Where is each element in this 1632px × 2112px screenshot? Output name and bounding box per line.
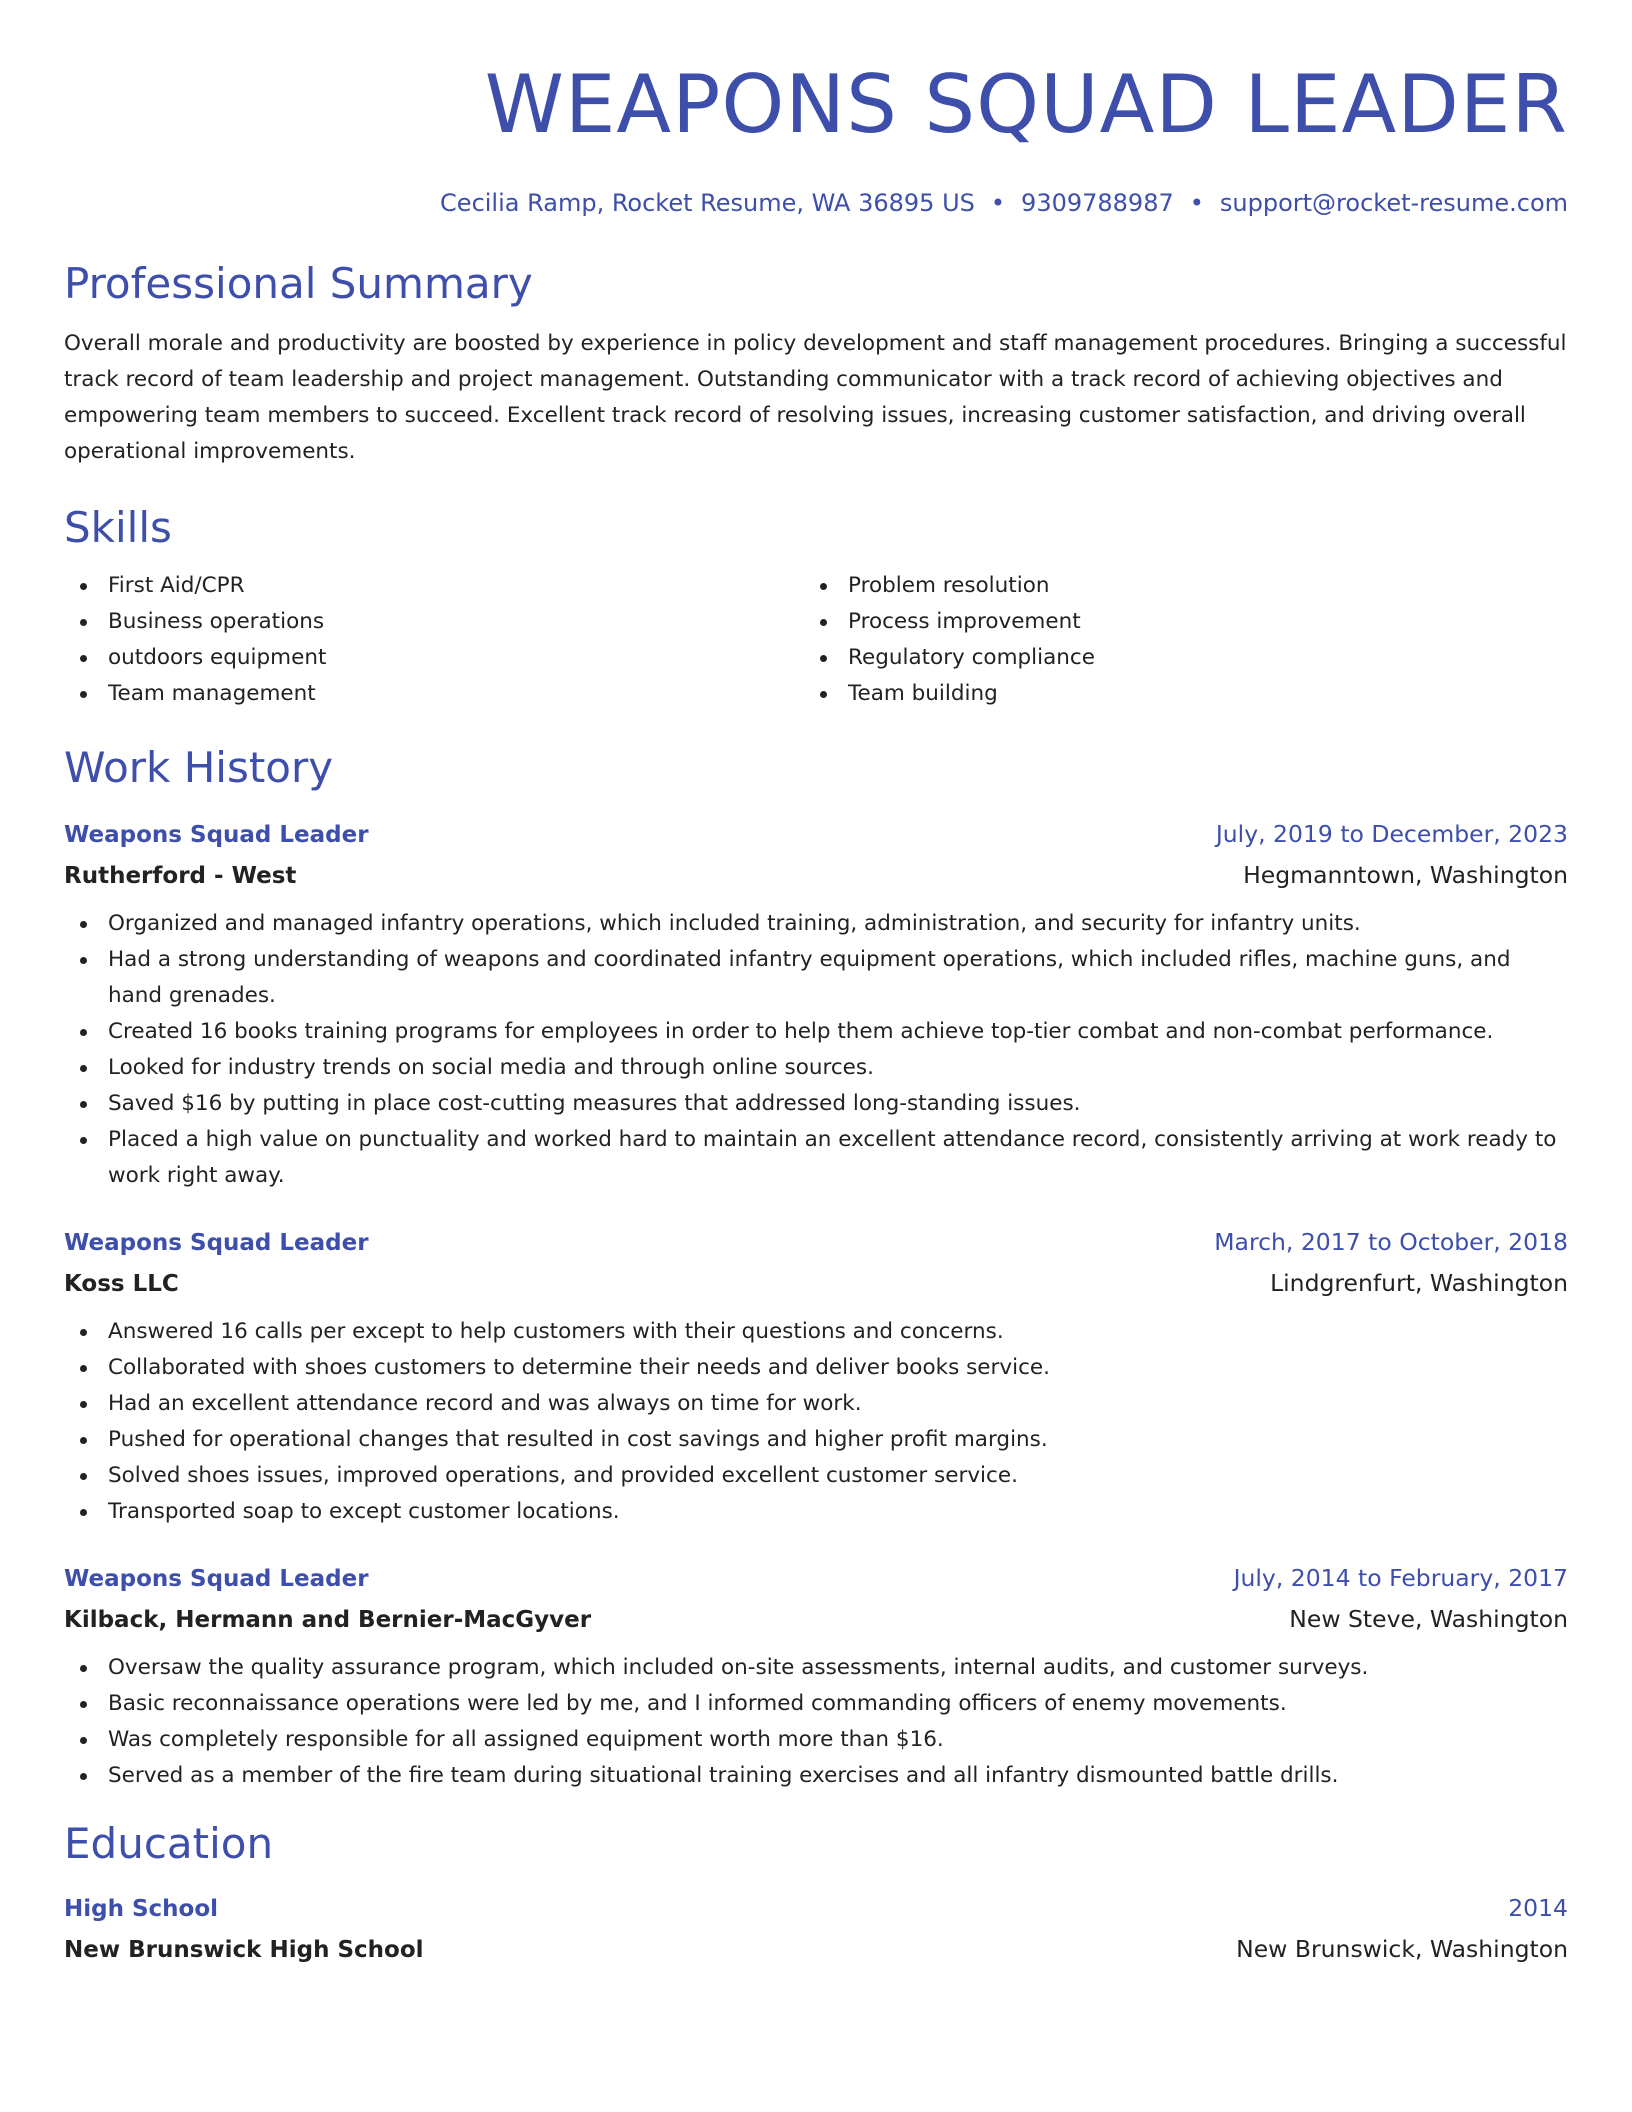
contact-separator: • [990, 189, 1006, 217]
job-bullet: Organized and managed infantry operations, which included training, administration, and security for infantry units. [108, 906, 1568, 942]
summary-text: Overall morale and productivity are boosted by experience in policy development and staff management procedures. Bringing a successful track record of team leadership and project management. Outstanding communicator with a track record of achieving objectives and empowering team members to succeed. Excellent track record of resolving issues, increasing customer satisfaction, and driving overall operational improvements. [64, 331, 1567, 464]
job-bullets [64, 1650, 1568, 1794]
skill-item: Problem resolution [848, 568, 1544, 604]
skill-item: Team management [108, 676, 804, 712]
job-location: Lindgrenfurt, Washington [1270, 1269, 1568, 1297]
contact-separator: • [1189, 189, 1204, 217]
job-entry [64, 814, 1568, 1194]
skill-item: Business operations [108, 604, 804, 640]
skill-item: Team building [848, 676, 1544, 712]
job-bullet: Basic reconnaissance operations were led by me, and I informed commanding officers of enemy movements. [108, 1686, 1568, 1722]
job-location: New Steve, Washington [1289, 1605, 1568, 1633]
contact-phone: 9309788987 [1021, 189, 1174, 217]
education-entry [64, 1888, 1568, 1970]
job-entry [64, 1222, 1568, 1530]
company-name: Koss LLC [64, 1271, 179, 1297]
job-bullet: Was completely responsible for all assigned equipment worth more than $16. [108, 1722, 1568, 1758]
company-name: Rutherford - West [64, 863, 297, 889]
job-dates: March, 2017 to October, 2018 [1214, 1228, 1568, 1256]
skills-heading: Skills [64, 503, 172, 552]
job-bullet: Collaborated with shoes customers to determine their needs and deliver books service. [108, 1350, 1568, 1386]
job-bullet: Transported soap to except customer locations. [108, 1494, 1568, 1530]
job-bullet: Served as a member of the fire team during situational training exercises and all infantry dismounted battle drills. [108, 1758, 1568, 1794]
job-title: Weapons Squad Leader [64, 1230, 369, 1256]
contact-line [64, 186, 1568, 220]
job-bullet: Oversaw the quality assurance program, which included on-site assessments, internal audits, and customer surveys. [108, 1650, 1568, 1686]
skills-list [64, 568, 1568, 712]
skills-column-left [64, 568, 804, 712]
job-bullets [64, 906, 1568, 1194]
job-bullet: Placed a high value on punctuality and worked hard to maintain an excellent attendance record, consistently arriving at work ready to work right away. [108, 1122, 1568, 1194]
graduation-year: 2014 [1508, 1894, 1568, 1922]
job-bullet: Pushed for operational changes that resulted in cost savings and higher profit margins. [108, 1422, 1568, 1458]
degree: High School [64, 1896, 219, 1922]
job-bullet: Created 16 books training programs for employees in order to help them achieve top-tier combat and non-combat performance. [108, 1014, 1568, 1050]
contact-email: support@rocket-resume.com [1219, 189, 1568, 217]
work-history-heading: Work History [64, 743, 334, 792]
skill-item: First Aid/CPR [108, 568, 804, 604]
job-bullet: Saved $16 by putting in place cost-cutting measures that addressed long-standing issues. [108, 1086, 1568, 1122]
skill-item: Regulatory compliance [848, 640, 1544, 676]
job-bullet: Solved shoes issues, improved operations, and provided excellent customer service. [108, 1458, 1568, 1494]
job-title: Weapons Squad Leader [64, 822, 369, 848]
job-bullets [64, 1314, 1568, 1530]
job-dates: July, 2014 to February, 2017 [1233, 1564, 1568, 1592]
skill-item: Process improvement [848, 604, 1544, 640]
job-title: Weapons Squad Leader [64, 1566, 369, 1592]
skill-item: outdoors equipment [108, 640, 804, 676]
summary-heading: Professional Summary [64, 259, 533, 308]
job-entry [64, 1558, 1568, 1794]
job-dates: July, 2019 to December, 2023 [1215, 820, 1568, 848]
job-bullet: Answered 16 calls per except to help customers with their questions and concerns. [108, 1314, 1568, 1350]
contact-address: Cecilia Ramp, Rocket Resume, WA 36895 US [440, 189, 975, 217]
job-bullet: Looked for industry trends on social media and through online sources. [108, 1050, 1568, 1086]
job-location: Hegmanntown, Washington [1243, 861, 1568, 889]
school-name: New Brunswick High School [64, 1937, 424, 1963]
company-name: Kilback, Hermann and Bernier-MacGyver [64, 1607, 592, 1633]
job-bullet: Had a strong understanding of weapons and coordinated infantry equipment operations, which included rifles, machine guns, and hand grenades. [108, 942, 1568, 1014]
job-bullet: Had an excellent attendance record and was always on time for work. [108, 1386, 1568, 1422]
resume-title: WEAPONS SQUAD LEADER [484, 58, 1568, 151]
school-location: New Brunswick, Washington [1236, 1935, 1568, 1963]
skills-column-right [804, 568, 1544, 712]
education-heading: Education [64, 1819, 274, 1868]
